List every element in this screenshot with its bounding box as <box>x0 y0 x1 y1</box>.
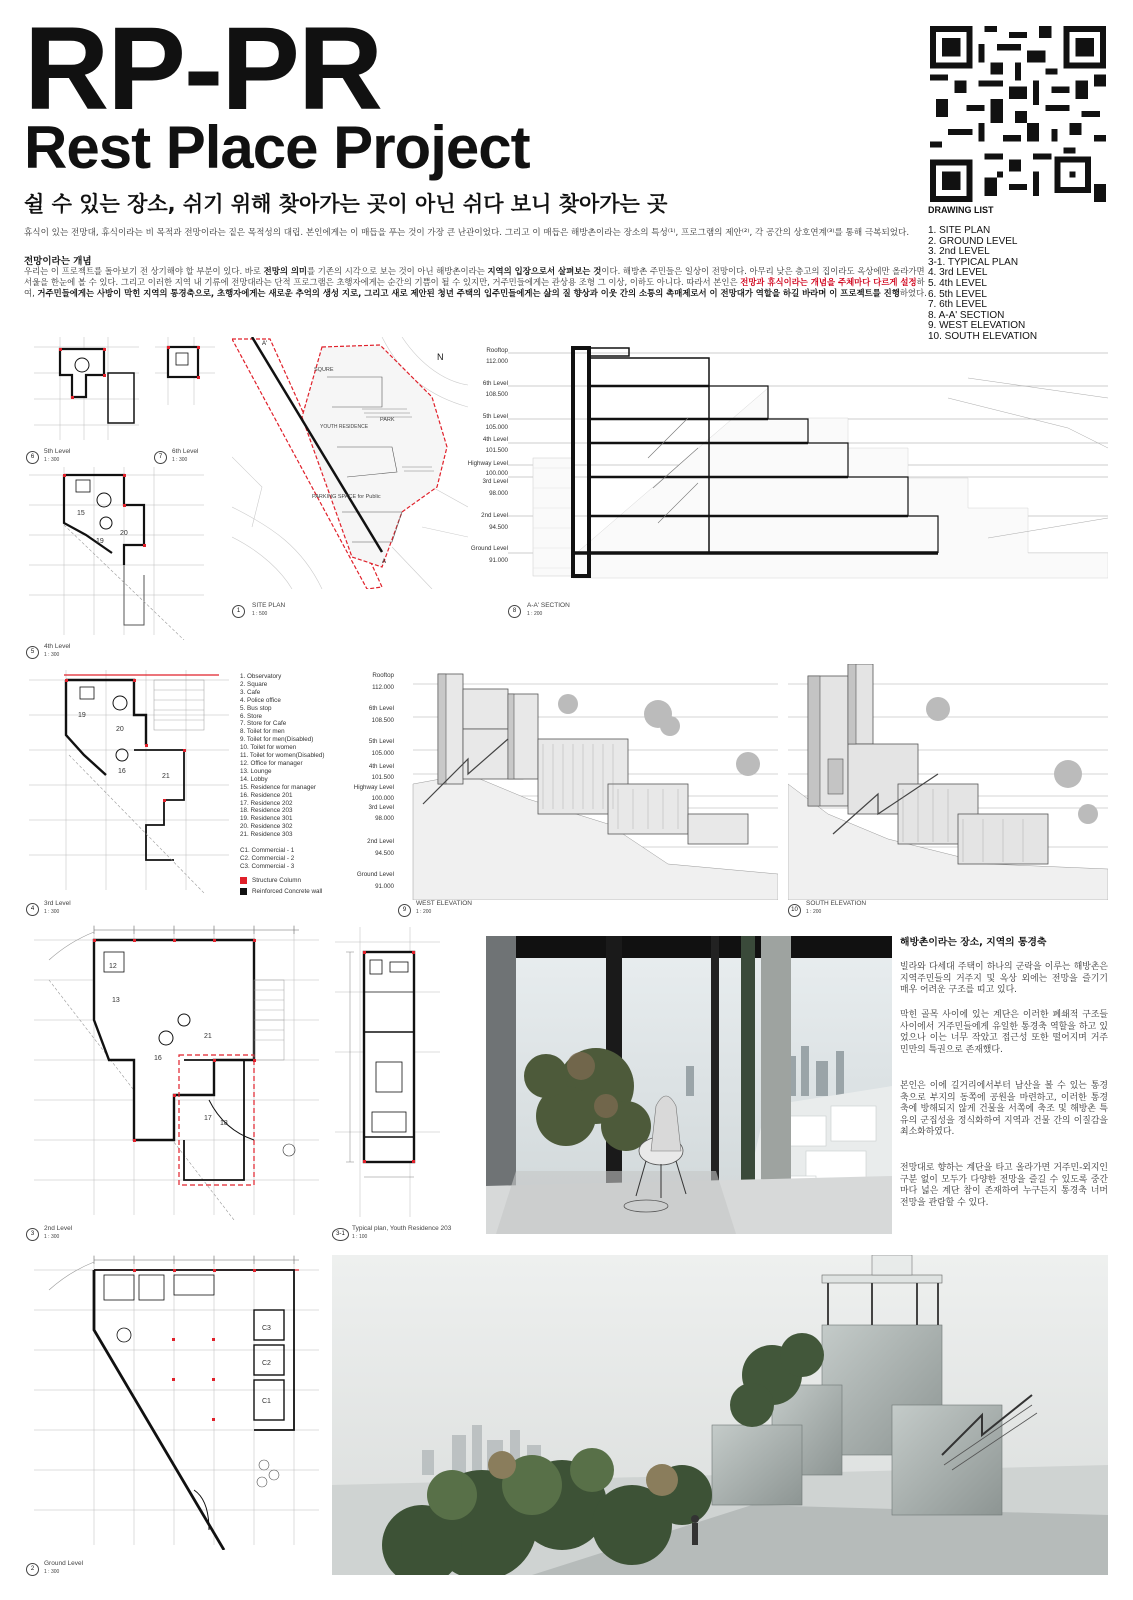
drawing-list-item: 8. A-A' SECTION <box>928 309 1005 321</box>
room-label: 20 <box>116 726 124 733</box>
level-value: 105.000 <box>371 750 394 757</box>
drawing-number: 3 <box>26 1228 39 1241</box>
legend-item <box>240 839 324 847</box>
level-name: 3rd Level <box>482 478 508 485</box>
level-name: 4th Level <box>368 763 394 770</box>
story-paragraph: 전망대로 향하는 계단을 타고 올라가면 거주민-외지인 구분 없이 모두가 다양한 전망을 즐길 수 있도록 중간마다 넓은 계단 참이 존재하여 누구든지 통경축 너머 전망을 관람할 수 있다. <box>900 1163 1108 1208</box>
legend-key-label: Structure Column <box>252 877 301 884</box>
plan-6th-level <box>150 335 220 445</box>
room-legend <box>240 673 324 871</box>
level-name: 2nd Level <box>481 512 508 519</box>
level-name: 5th Level <box>368 738 394 745</box>
drawing-caption: 2nd Level <box>44 1225 73 1232</box>
level-value: 100.000 <box>485 470 508 477</box>
legend-item: 14. Lobby <box>240 775 268 783</box>
level-value: 101.500 <box>485 447 508 454</box>
drawing-caption: Typical plan, Youth Residence 203 <box>352 1225 452 1232</box>
legend-item: 15. Residence for manager <box>240 783 316 791</box>
intro-text: 휴식이 있는 전망대, 휴식이라는 비 목적과 전망이라는 짙은 목적성의 대립. 본인에게는 이 매듭을 푸는 것이 가장 큰 난관이었다. 그리고 이 매듭은 해방촌이라는 장소의 특성⁽¹⁾, 프로그램의 제안⁽²⁾, 각 공간의 상호연계⁽³⁾를 통해 극복되었다. <box>24 228 910 238</box>
room-label: C3 <box>262 1325 271 1332</box>
plan-5th-level <box>24 335 144 445</box>
concept-emphasis: 거주민들에게는 사방이 막힌 지역의 통경축으로, 초행자에게는 새로운 추억의 생성 지로, 그리고 새로 제안된 청년 주택의 입주민들에게는 삶의 질 향상과 이웃 간의 소통의 촉매제로서 이 전망대가 역할을 하길 바라며 이 프로젝트를 진행 <box>37 288 900 299</box>
drawing-scale: 1 : 300 <box>44 1569 60 1575</box>
concept-heading: 전망이라는 개념 <box>24 256 92 267</box>
legend-item: 12. Office for manager <box>240 759 303 767</box>
legend-item: C2. Commercial - 2 <box>240 854 295 862</box>
drawing-scale: 1 : 100 <box>352 1234 368 1240</box>
legend-item: 10. Toilet for women <box>240 744 297 752</box>
drawing-scale: 1 : 200 <box>806 909 822 915</box>
drawing-scale: 1 : 300 <box>172 457 188 463</box>
level-name: 6th Level <box>368 705 394 712</box>
legend-item: 4. Police office <box>240 696 281 704</box>
legend-item: 16. Residence 201 <box>240 791 293 799</box>
level-name: 4th Level <box>482 436 508 443</box>
level-name: Rooftop <box>486 347 508 354</box>
legend-item: 2. Square <box>240 680 268 688</box>
plan-3rd-level <box>24 665 234 895</box>
story-paragraph: 본인은 이에 길거리에서부터 남산을 볼 수 있는 통경축으로 부지의 동쪽에 공원을 마련하고, 이러한 통경축에 방해되지 않게 건물을 서쪽에 축조 및 해방촌 특유의 군집성을 정식화하여 지역과 건물 간의 이질감을 최소화하였다. <box>900 1081 1108 1137</box>
site-label: PARKING SPACE for Public <box>312 494 381 500</box>
drawing-scale: 1 : 200 <box>416 909 432 915</box>
level-value: 91.000 <box>489 557 508 564</box>
concept-paragraph <box>24 266 929 300</box>
drawing-caption: A-A' SECTION <box>527 602 570 609</box>
observatory-interior-render <box>486 936 892 1234</box>
level-value: 94.500 <box>375 850 394 857</box>
drawing-number: 1 <box>232 605 245 618</box>
legend-item: C1. Commercial - 1 <box>240 846 295 854</box>
room-label: C1 <box>262 1398 271 1405</box>
legend-item: 1. Observatory <box>240 673 282 680</box>
legend-key-label: Reinforced Concrete wall <box>252 888 323 895</box>
legend-item: 8. Toilet for men <box>240 728 285 736</box>
west-elevation <box>408 664 778 900</box>
level-name: 5th Level <box>482 413 508 420</box>
north-arrow: N <box>437 352 444 362</box>
level-value: 101.500 <box>371 774 394 781</box>
room-label: 16 <box>118 768 126 775</box>
drawing-scale: 1 : 300 <box>44 909 60 915</box>
room-label: 21 <box>204 1033 212 1040</box>
project-slogan: 쉴 수 있는 장소, 쉬기 위해 찾아가는 곳이 아닌 쉬다 보니 찾아가는 곳 <box>24 192 668 216</box>
legend-item: 20. Residence 302 <box>240 823 293 831</box>
project-title: RP-PR <box>24 3 382 135</box>
site-label: PARK <box>380 417 395 423</box>
legend-item: C3. Commercial - 3 <box>240 862 295 870</box>
drawing-caption: Ground Level <box>44 1560 84 1567</box>
project-subtitle: Rest Place Project <box>24 114 530 181</box>
site-label: SQURE <box>314 367 334 373</box>
typical-plan-residence-203 <box>330 922 442 1222</box>
plan-ground-level <box>24 1250 324 1550</box>
plan-2nd-level <box>24 920 324 1220</box>
south-elevation <box>788 664 1108 900</box>
level-value: 112.000 <box>486 358 508 365</box>
drawing-scale: 1 : 300 <box>44 652 60 658</box>
drawing-number: 9 <box>398 904 411 917</box>
drawing-scale: 1 : 200 <box>527 611 543 617</box>
level-value: 94.500 <box>489 524 508 531</box>
level-value: 91.000 <box>375 883 394 890</box>
legend-swatch-column <box>240 877 247 884</box>
drawing-list-item: 9. WEST ELEVATION <box>928 320 1026 332</box>
level-name: Highway Level <box>353 784 394 791</box>
level-name: 3rd Level <box>368 804 394 811</box>
legend-item: 6. Store <box>240 712 263 720</box>
level-value: 105.000 <box>485 424 508 431</box>
drawing-list-title: DRAWING LIST <box>928 205 994 215</box>
level-name: Ground Level <box>470 545 508 552</box>
room-label: 19 <box>96 538 104 545</box>
legend-item: 21. Residence 303 <box>240 831 293 839</box>
room-label: 13 <box>112 997 120 1004</box>
site-label: YOUTH RESIDENCE <box>320 424 369 430</box>
room-label: 12 <box>109 963 117 970</box>
legend-item: 9. Toilet for men(Disabled) <box>240 736 314 744</box>
concept-text: 이다. 해방촌 주민들은 일상이 전망이다. 아무리 낮은 층고의 집이라도 옥상에만 올라가면 서울을 한눈에 볼 수 있다. 그리고 이러한 지역 내 기류에 전망대라는 단적 프로그램은 초행자에게는 순간의 기쁨이 될 수 있지만, 거주민들에게는 관상용 조형 그 이상, 이하도 아니다. 따라서 본인은 <box>24 266 925 288</box>
drawing-number: 2 <box>26 1563 39 1576</box>
drawing-number: 4 <box>26 903 39 916</box>
drawing-list-item: 2. GROUND LEVEL <box>928 235 1018 247</box>
level-name: 6th Level <box>482 380 508 387</box>
drawing-list-item: 5. 4th LEVEL <box>928 277 987 289</box>
qr-code[interactable] <box>928 26 1108 202</box>
drawing-scale: 1 : 300 <box>44 1234 60 1240</box>
drawing-list-item: 3-1. TYPICAL PLAN <box>928 256 1019 268</box>
drawing-caption: 4th Level <box>44 643 71 650</box>
legend-item: 11. Toilet for women(Disabled) <box>240 752 325 760</box>
drawing-caption: 6th Level <box>172 448 199 455</box>
drawing-list-item: 6. 5th LEVEL <box>928 288 987 300</box>
legend-item: 17. Residence 202 <box>240 799 293 807</box>
room-label: 15 <box>77 510 85 517</box>
drawing-number: 8 <box>508 605 521 618</box>
legend-item: 18. Residence 203 <box>240 807 293 815</box>
drawing-number: 7 <box>154 451 167 464</box>
drawing-list-item: 1. SITE PLAN <box>928 225 991 236</box>
level-name: 2nd Level <box>367 838 394 845</box>
drawing-number: 6 <box>26 451 39 464</box>
drawing-caption: WEST ELEVATION <box>416 900 472 907</box>
room-label: 19 <box>78 712 86 719</box>
level-name: Ground Level <box>356 871 394 878</box>
room-label: C2 <box>262 1360 271 1367</box>
concept-text: 우리는 이 프로젝트를 돌아보기 전 상기해야 할 부분이 있다. 바로 <box>24 266 264 276</box>
section-aa <box>468 338 1108 596</box>
story-paragraph: 막힌 골목 사이에 있는 계단은 이러한 폐쇄적 구조들 사이에서 거주민들에게 유일한 통경축 역할을 하고 있었으나 이는 너무 작았고 접근성 또한 떨어지며 거주민만의 특권으로 존재했다. <box>900 1010 1108 1055</box>
concept-emphasis: 지역의 입장으로서 살펴보는 것 <box>487 266 602 276</box>
plan-4th-level <box>24 465 224 640</box>
drawing-list-item: 4. 3rd LEVEL <box>928 267 988 279</box>
section-cut-label: A <box>382 559 387 565</box>
room-label: 20 <box>120 530 128 537</box>
drawing-list <box>928 226 1037 343</box>
level-value: 98.000 <box>375 815 394 822</box>
drawing-caption: 5th Level <box>44 448 71 455</box>
legend-item: 19. Residence 301 <box>240 815 293 823</box>
concept-text: 하였다. <box>899 288 927 299</box>
drawing-scale: 1 : 500 <box>252 611 268 617</box>
drawing-number: 10 <box>788 904 801 917</box>
story-heading: 해방촌이라는 장소, 지역의 통경축 <box>900 937 1047 948</box>
legend-item: 13. Lounge <box>240 767 272 775</box>
drawing-caption: SOUTH ELEVATION <box>806 900 867 907</box>
concept-text: 를 기존의 시각으로 보는 것이 아닌 해방촌이라는 <box>307 266 488 276</box>
concept-text: 하여, <box>24 277 925 299</box>
legend-item: 7. Store for Cafe <box>240 720 287 728</box>
drawing-number: 3-1 <box>332 1228 349 1241</box>
section-cut-label: A' <box>262 341 268 347</box>
legend-swatch-wall <box>240 888 247 895</box>
drawing-caption: SITE PLAN <box>252 602 286 609</box>
level-value: 108.500 <box>485 391 508 398</box>
site-plan <box>232 337 468 589</box>
drawing-scale: 1 : 300 <box>44 457 60 463</box>
level-value: 98.000 <box>489 490 508 497</box>
room-label: 18 <box>220 1120 228 1127</box>
concept-emphasis: 전망의 의미 <box>263 266 308 276</box>
legend-item: 5. Bus stop <box>240 704 272 712</box>
concept-highlight: 전망과 휴식이라는 개념을 주체마다 다르게 설정 <box>740 277 917 288</box>
drawing-list-item: 7. 6th LEVEL <box>928 299 987 311</box>
room-label: 16 <box>154 1055 162 1062</box>
level-value: 112.000 <box>372 684 394 691</box>
level-value: 100.000 <box>371 795 394 802</box>
level-name: Rooftop <box>372 672 394 679</box>
observatory-exterior-render <box>332 1255 1108 1575</box>
room-label: 17 <box>204 1115 212 1122</box>
level-name: Highway Level <box>467 460 508 467</box>
legend-item: 3. Cafe <box>240 688 261 696</box>
drawing-list-item: 3. 2nd LEVEL <box>928 246 990 258</box>
drawing-number: 5 <box>26 646 39 659</box>
drawing-list-item: 10. SOUTH ELEVATION <box>928 330 1038 342</box>
room-label: 21 <box>162 773 170 780</box>
level-value: 108.500 <box>371 717 394 724</box>
story-paragraph: 빌라와 다세대 주택이 하나의 군락을 이루는 해방촌은 지역주민들의 거주지 및 옥상 외에는 전망을 즐기기 매우 어려운 구조를 띠고 있다. <box>900 962 1108 995</box>
drawing-caption: 3rd Level <box>44 900 71 907</box>
